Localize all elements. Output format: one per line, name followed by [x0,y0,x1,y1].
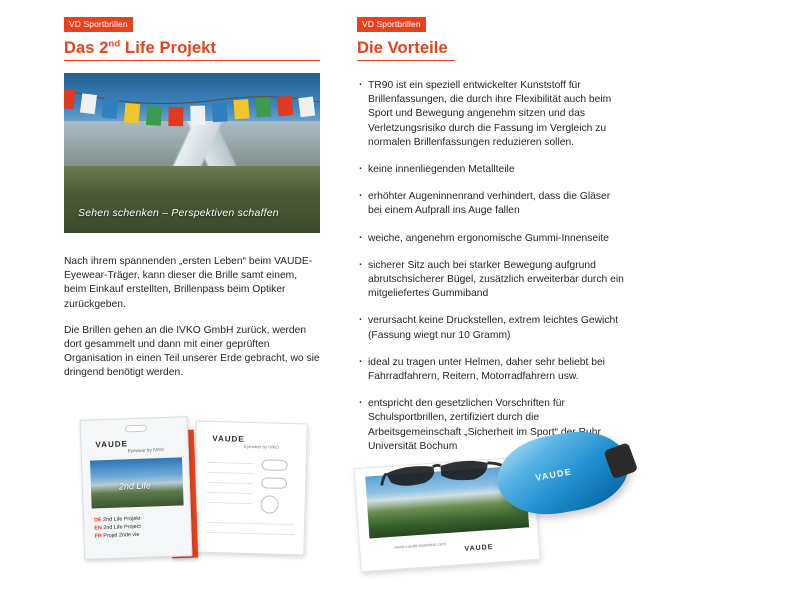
card-photo-title: 2nd Life [118,480,152,492]
row-text: 2nd Life Projekt [102,515,141,524]
right-headline-underline [357,38,455,61]
table-row [95,531,142,541]
advantages-list [357,79,625,454]
page-title-left [64,38,320,58]
sheet-logo: VAUDE [212,433,245,444]
lens-outline-icon [261,477,287,489]
list-item: · entspricht den gesetzlichen Vorschriften für Schulsportbrillen, zertifiziert durch die Arbeitsgemeinschaft „Sicherheit im Sport“ der Ruhr Universität Bochum [357,397,625,454]
brand-tag-left: VD Sportbrillen [64,17,133,32]
brillenpass-product-photo [70,408,320,568]
card-hanger-hole [125,425,147,433]
row-code: FR [94,533,102,540]
left-column [64,14,320,393]
photo-caption: Sehen schenken – Perspektiven schaffen [78,207,279,219]
row-code: DE [94,517,102,524]
row-text: 2nd Life Project [103,523,141,532]
card-logo: VAUDE [95,439,129,450]
sheet-rule [207,492,253,494]
left-paragraph-2: Die Brillen gehen an die IVKO GmbH zurück, werden dort gesammelt und dann mit einer geprüften Organisation in einen Teil unserer Erde gebracht, wo sie dringend benötigt werden. [64,324,320,379]
brillenpass-card [80,416,193,560]
lens-round-icon [260,495,278,513]
sheet-rule [208,462,254,464]
list-item: · weiche, angenehm ergonomische Gummi-Innenseite [357,232,625,246]
sheet-rule [206,532,294,535]
list-item: · keine innenliegenden Metallteile [357,163,625,177]
sheet-rule [207,482,253,484]
headline-left-pre: Das 2 [64,39,109,57]
list-item: · ideal zu tragen unter Helmen, daher sehr beliebt bei Fahrradfahrern, Reitern, Motorradfahrern usw. [357,356,625,384]
headline-left-sup: nd [108,38,121,50]
left-headline-underline [64,38,320,61]
page-title-right: Die Vorteile [357,39,448,57]
prayer-flags-icon [64,79,320,175]
right-column [357,14,625,470]
card-sublogo: Eyewear by IVKO [127,447,165,454]
sheet-sublogo: Eyewear by IVKO [244,443,279,450]
list-item: · erhöhter Augeninnenrand verhindert, dass die Gläser bei einem Aufprall ins Auge fallen [357,190,625,218]
sheet-rule [206,522,294,525]
sheet-rule [207,502,253,504]
postcard-url: www.vaude-eyewear.com [394,541,447,550]
headline-left-post: Life Projekt [120,39,217,57]
mountain-photo [64,73,320,233]
list-item: · verursacht keine Druckstellen, extrem leichtes Gewicht (Fassung wiegt nur 10 Gramm) [357,314,625,342]
sheet-rule [207,472,253,474]
row-code: EN [94,525,102,532]
lens-outline-icon [261,459,287,471]
row-text: Projet 2nde vie [103,531,140,540]
brand-tag-right: VD Sportbrillen [357,17,426,32]
product-sheet [192,421,307,556]
glasses-case-product-photo [357,428,637,568]
ground-layer [64,166,320,233]
case-clip [603,442,638,479]
case-logo: VAUDE [534,466,573,483]
list-item: · sicherer Sitz auch bei starker Bewegung aufgrund abrutschsicherer Bügel, zusätzlich erweiterbar durch ein mitgeliefertes Gummiband [357,259,625,302]
list-item: · TR90 ist ein speziell entwickelter Kunststoff für Brillenfassungen, die durch ihre Flexibilität auch beim Sport und Bewegung angenehm sitzen und das Verletzungsrisiko durch die Fassung im Vergleich zu normalen Brillenfassungen reduzieren sollen. [357,79,625,150]
left-body-text [64,255,320,381]
left-paragraph-1: Nach ihrem spannenden „ersten Leben“ beim VAUDE-Eyewear-Träger, kann dieser die Brille samt einem, beim Einkauf erstellten, Brillenpass beim Optiker zurückgeben. [64,256,313,310]
card-language-rows [94,515,141,541]
postcard-logo: VAUDE [464,543,494,553]
